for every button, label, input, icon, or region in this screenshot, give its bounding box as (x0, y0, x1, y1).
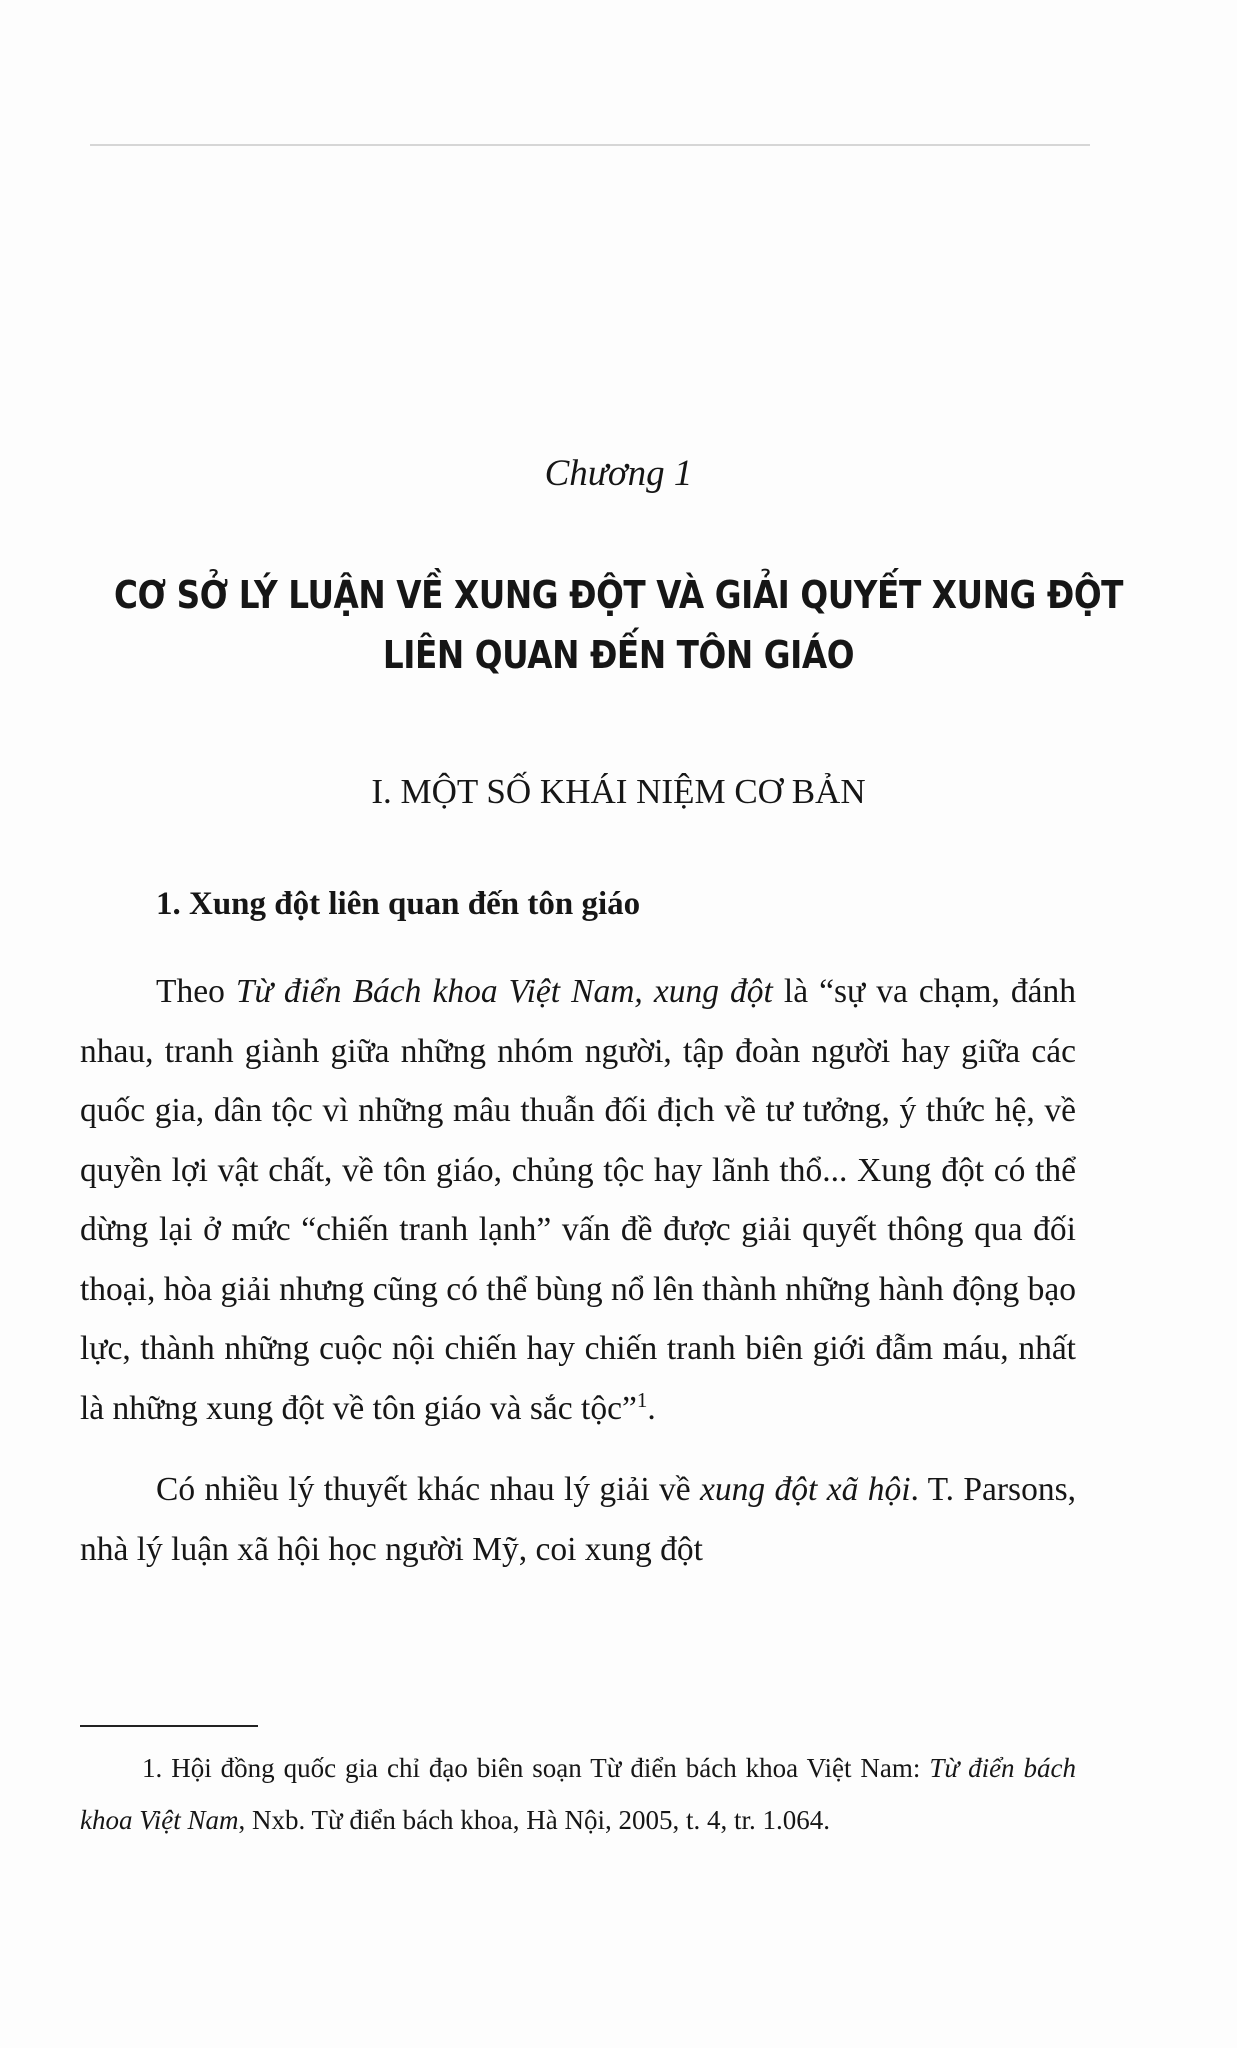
footnote-divider (80, 1725, 258, 1727)
paragraph-2-italic-term: xung đột xã hội (700, 1471, 911, 1508)
paragraph-1 (80, 962, 1076, 1438)
paragraph-1-text-b: là “sự va chạm, đánh nhau, tranh giành giữa những nhóm người, tập đoàn người hay giữa các quốc gia, dân tộc vì những mâu thuẫn đối địch về tư tưởng, ý thức hệ, về quyền lợi vật chất, về tôn giáo, chủng tộc hay lãnh thổ... Xung đột có thể dừng lại ở mức “chiến tranh lạnh” vấn đề được giải quyết thông qua đối thoại, hòa giải nhưng cũng có thể bùng nổ lên thành những hành động bạo lực, thành những cuộc nội chiến hay chiến tranh biên giới đẫm máu, nhất là những xung đột về tôn giáo và sắc tộc” (80, 973, 1076, 1427)
paragraph-1-italic-term: Từ điển Bách khoa Việt Nam, xung đột (235, 973, 773, 1010)
footnote-italic-title: Từ điển bách khoa Việt Nam (80, 1753, 1076, 1835)
subsection-heading: 1. Xung đột liên quan đến tôn giáo (156, 886, 641, 922)
paragraph-2-text-a: Có nhiều lý thuyết khác nhau lý giải về (156, 1471, 701, 1508)
chapter-title (87, 565, 1151, 685)
paragraph-2-text-b: . T. Parsons, nhà lý luận xã hội học người Mỹ, coi xung đột (80, 1471, 1077, 1568)
body-text (80, 962, 1076, 1579)
footnote-reference: 1 (636, 1387, 648, 1412)
paragraph-2 (80, 1460, 1076, 1579)
chapter-label: Chương 1 (544, 453, 693, 494)
paragraph-1-text-c: . (647, 1389, 656, 1427)
paragraph-1-text-a: Theo (156, 973, 236, 1010)
footnote-text-b: , Nxb. Từ điển bách khoa, Hà Nội, 2005, t. 4, tr. 1.064. (238, 1805, 831, 1835)
footnote-text-a: 1. Hội đồng quốc gia chỉ đạo biên soạn Từ điển bách khoa Việt Nam: (142, 1753, 930, 1783)
chapter-title-line-1: CƠ SỞ LÝ LUẬN VỀ XUNG ĐỘT VÀ GIẢI QUYẾT XUNG ĐỘT (113, 573, 1124, 617)
footnote (80, 1742, 1076, 1846)
running-header-rule (90, 100, 1090, 146)
section-heading: I. MỘT SỐ KHÁI NIỆM CƠ BẢN (371, 772, 866, 811)
chapter-title-line-2: LIÊN QUAN ĐẾN TÔN GIÁO (382, 633, 855, 677)
